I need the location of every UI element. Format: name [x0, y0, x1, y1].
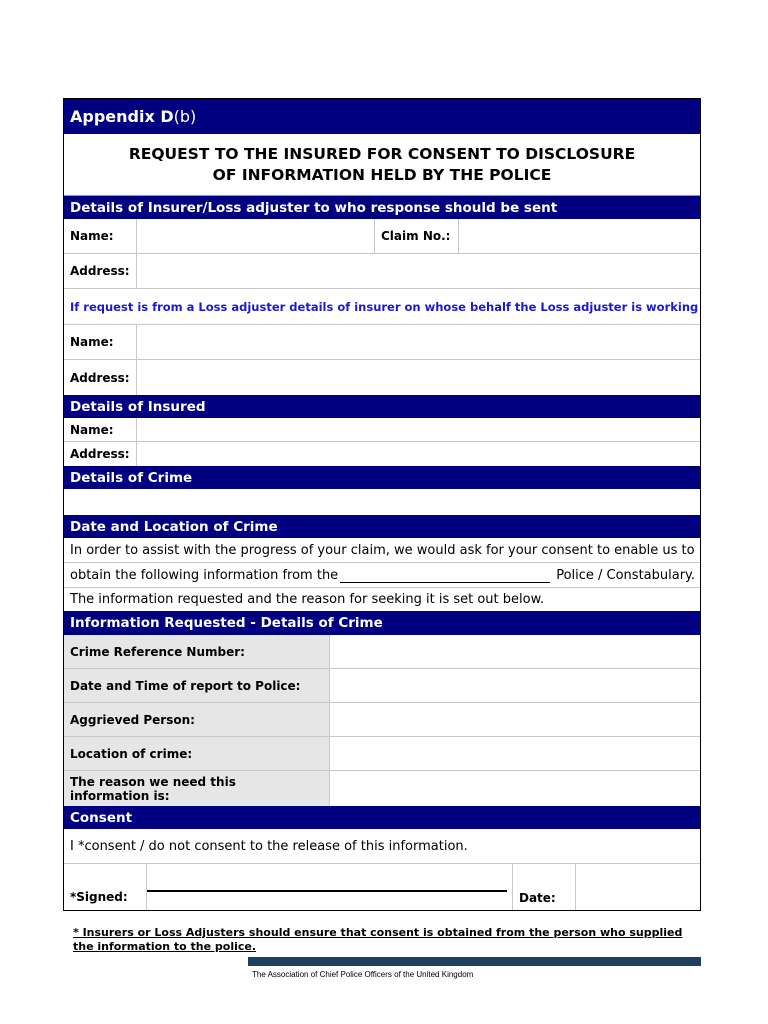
report-datetime-row [64, 669, 700, 703]
behalf-address-row [64, 360, 700, 395]
behalf-address-field[interactable] [137, 360, 700, 395]
appendix-suffix: (b) [173, 107, 197, 126]
insurer-name-field[interactable] [137, 219, 375, 253]
insured-name-label: Name: [64, 418, 137, 441]
insurer-name-label: Name: [64, 219, 137, 253]
reason-row [64, 771, 700, 806]
insured-name-row [64, 418, 700, 442]
info-requested-heading: Information Requested - Details of Crime [64, 611, 700, 635]
claim-no-label: Claim No.: [375, 219, 459, 253]
reason-field[interactable] [330, 771, 700, 806]
report-datetime-field[interactable] [330, 669, 700, 702]
crime-section-heading: Details of Crime [64, 466, 700, 489]
date-location-line-3 [64, 588, 700, 611]
insured-section-heading: Details of Insured [64, 395, 700, 418]
date-location-line-2 [64, 563, 700, 588]
signed-label: *Signed: [64, 864, 147, 910]
aggrieved-person-row [64, 703, 700, 737]
date-location-line-1 [64, 538, 700, 563]
insured-address-field[interactable] [137, 442, 700, 466]
crime-reference-row [64, 635, 700, 669]
date-label: Date: [513, 864, 576, 910]
police-force-field[interactable] [340, 568, 550, 583]
crime-details-field[interactable] [64, 489, 700, 515]
signature-area [147, 864, 513, 910]
insured-address-label: Address: [64, 442, 137, 466]
appendix-label: Appendix D [70, 107, 174, 126]
police-force-suffix: Police / Constabulary. [556, 567, 696, 583]
behalf-name-field[interactable] [137, 325, 700, 359]
consent-statement-row [64, 829, 700, 864]
behalf-address-label: Address: [64, 360, 137, 395]
form-title [64, 134, 700, 196]
report-datetime-label: Date and Time of report to Police: [64, 669, 330, 702]
insurer-address-row [64, 254, 700, 289]
title-line-1: REQUEST TO THE INSURED FOR CONSENT TO DISCLOSURE [128, 144, 636, 163]
loss-adjuster-note: If request is from a Loss adjuster details of insurer on whose behalf the Loss adjuster is working [70, 299, 699, 314]
insurer-address-field[interactable] [137, 254, 700, 288]
behalf-name-row [64, 325, 700, 360]
crime-location-label: Location of crime: [64, 737, 330, 770]
crime-location-row [64, 737, 700, 771]
crime-reference-label: Crime Reference Number: [64, 635, 330, 668]
police-force-prefix: obtain the following information from the [70, 567, 339, 583]
insurer-section-heading: Details of Insurer/Loss adjuster to who response should be sent [64, 196, 700, 219]
footer-bar [248, 957, 701, 966]
info-requested-text: The information requested and the reason for seeking it is set out below. [70, 592, 545, 607]
consent-form [63, 98, 701, 911]
footnote: * Insurers or Loss Adjusters should ensure that consent is obtained from the person who supplied the information to the police. [73, 926, 683, 953]
signature-field[interactable] [147, 864, 507, 892]
title-line-2: OF INFORMATION HELD BY THE POLICE [212, 165, 552, 184]
crime-reference-field[interactable] [330, 635, 700, 668]
date-field[interactable] [576, 864, 700, 910]
loss-adjuster-note-row [64, 289, 700, 325]
reason-label: The reason we need this information is: [64, 771, 330, 806]
date-location-heading: Date and Location of Crime [64, 515, 700, 538]
insurer-name-row [64, 219, 700, 254]
insured-name-field[interactable] [137, 418, 700, 441]
claim-no-field[interactable] [459, 219, 700, 253]
crime-location-field[interactable] [330, 737, 700, 770]
behalf-name-label: Name: [64, 325, 137, 359]
appendix-header [64, 99, 700, 134]
signature-row [64, 864, 700, 910]
aggrieved-person-label: Aggrieved Person: [64, 703, 330, 736]
insurer-address-label: Address: [64, 254, 137, 288]
consent-statement: I *consent / do not consent to the release of this information. [70, 838, 468, 854]
consent-heading: Consent [64, 806, 700, 829]
organisation-name: The Association of Chief Police Officers of the United Kingdom [252, 970, 474, 979]
aggrieved-person-field[interactable] [330, 703, 700, 736]
police-force-line [64, 563, 700, 587]
consent-request-text: In order to assist with the progress of your claim, we would ask for your consent to enable us to [70, 542, 695, 558]
insured-address-row [64, 442, 700, 466]
